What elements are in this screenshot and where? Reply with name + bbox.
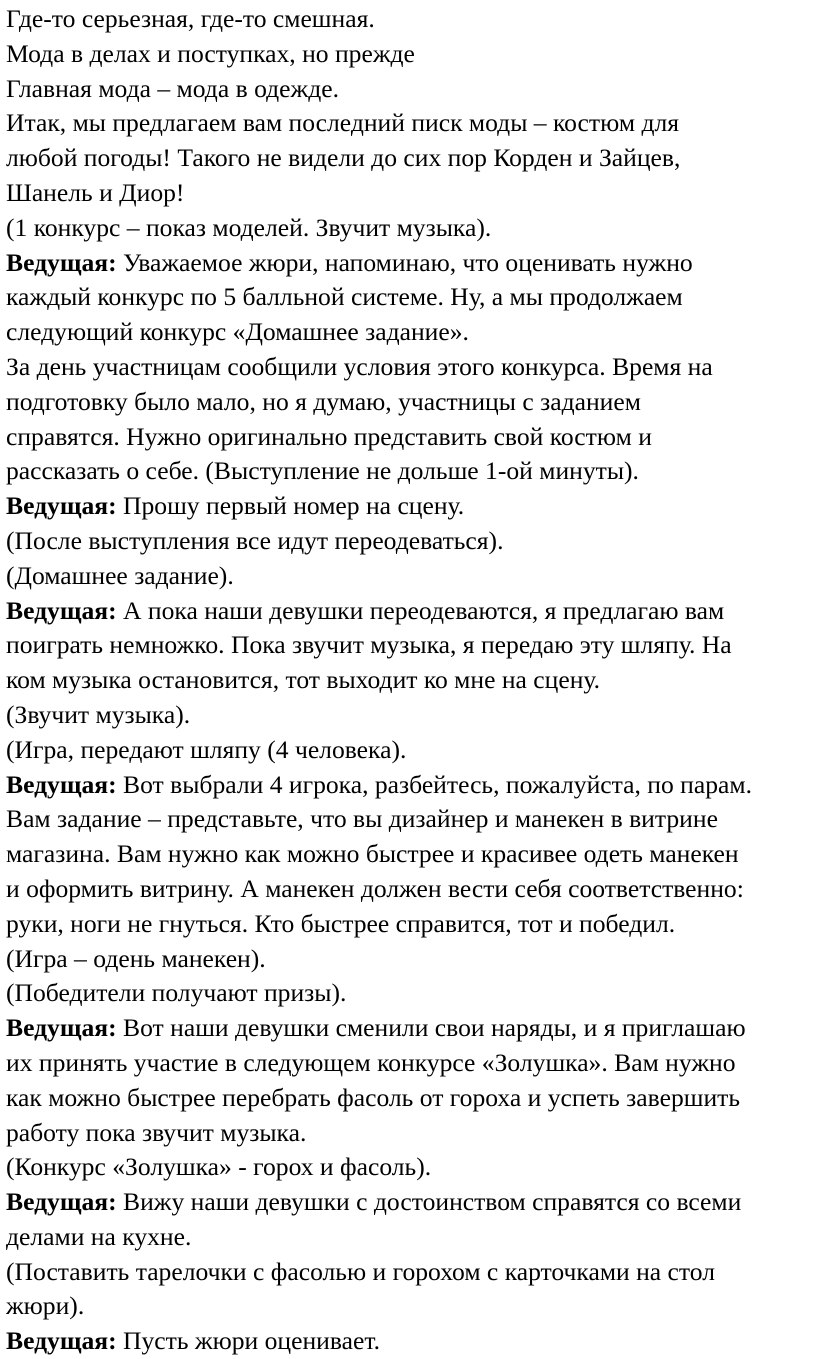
line-text: каждый конкурс по 5 балльной системе. Ну, а мы продолжаем: [6, 282, 683, 312]
line-text: Мода в делах и поступках, но прежде: [6, 38, 415, 68]
text-line: [6, 628, 814, 663]
text-line: [6, 837, 814, 872]
speaker-line: [6, 1011, 814, 1046]
speaker-label: Ведущая:: [6, 1187, 117, 1217]
line-text: ком музыка остановится, тот выходит ко мне на сцену.: [6, 665, 601, 695]
speaker-label: Ведущая:: [6, 491, 117, 521]
text-line: [6, 37, 814, 72]
text-line: [6, 106, 814, 141]
line-text: следующий конкурс «Домашнее задание».: [6, 317, 469, 347]
line-text: и оформить витрину. А манекен должен вести себя соответственно:: [6, 873, 744, 903]
text-line: [6, 1116, 814, 1151]
speaker-label: Ведущая:: [6, 1013, 117, 1043]
line-text: поиграть немножко. Пока звучит музыка, я передаю эту шляпу. На: [6, 630, 732, 660]
text-line: [6, 280, 814, 315]
line-text: Вам задание – представьте, что вы дизайнер и манекен в витрине: [6, 804, 718, 834]
text-line: [6, 1220, 814, 1255]
line-text: справятся. Нужно оригинально представить свой костюм и: [6, 421, 652, 451]
speaker-label: Ведущая:: [6, 1326, 117, 1356]
line-text: (Домашнее задание).: [6, 560, 234, 590]
line-text: магазина. Вам нужно как можно быстрее и красивее одеть манекен: [6, 839, 739, 869]
text-line: [6, 733, 814, 768]
text-line: [6, 350, 814, 385]
line-text: Вот выбрали 4 игрока, разбейтесь, пожалуйста, по парам.: [116, 769, 752, 799]
text-line: [6, 524, 814, 559]
text-line: [6, 976, 814, 1011]
text-line: [6, 385, 814, 420]
line-text: рассказать о себе. (Выступление не дольше 1-ой минуты).: [6, 456, 639, 486]
text-line: [6, 211, 814, 246]
line-text: (Звучит музыка).: [6, 699, 191, 729]
text-line: [6, 663, 814, 698]
text-line: [6, 1255, 814, 1290]
line-text: как можно быстрее перебрать фасоль от гороха и успеть завершить: [6, 1082, 741, 1112]
speaker-label: Ведущая:: [6, 247, 117, 277]
line-text: работу пока звучит музыка.: [6, 1117, 307, 1147]
speaker-line: [6, 489, 814, 524]
text-line: [6, 942, 814, 977]
line-text: Где-то серьезная, где-то смешная.: [6, 4, 375, 33]
line-text: Прошу первый номер на сцену.: [116, 491, 465, 521]
line-text: (Игра – одень манекен).: [6, 943, 266, 973]
text-line: [6, 698, 814, 733]
line-text: делами на кухне.: [6, 1221, 192, 1251]
text-line: [6, 802, 814, 837]
text-line: [6, 1046, 814, 1081]
line-text: (Поставить тарелочки с фасолью и горохом с карточками на стол: [6, 1256, 716, 1286]
text-line: [6, 559, 814, 594]
line-text: любой погоды! Такого не видели до сих пор Корден и Зайцев,: [6, 143, 681, 173]
line-text: (После выступления все идут переодеваться).: [6, 525, 504, 555]
text-line: [6, 1150, 814, 1185]
line-text: Пусть жюри оценивает.: [116, 1326, 380, 1356]
line-text: А пока наши девушки переодеваются, я предлагаю вам: [116, 595, 725, 625]
text-line: [6, 872, 814, 907]
line-text: Шанель и Диор!: [6, 177, 185, 207]
speaker-line: [6, 1185, 814, 1220]
line-text: Главная мода – мода в одежде.: [6, 73, 339, 103]
text-line: [6, 420, 814, 455]
line-text: Вот наши девушки сменили свои наряды, и я приглашаю: [116, 1013, 746, 1043]
text-line: [6, 141, 814, 176]
line-text: Вижу наши девушки с достоинством справятся со всеми: [116, 1187, 742, 1217]
text-line: [6, 907, 814, 942]
line-text: (Победители получают призы).: [6, 978, 347, 1008]
line-text: Итак, мы предлагаем вам последний писк моды – костюм для: [6, 108, 680, 138]
document-page: [6, 2, 814, 1359]
text-line: [6, 1289, 814, 1324]
text-line: [6, 1081, 814, 1116]
line-text: (Игра, передают шляпу (4 человека).: [6, 734, 407, 764]
line-text: Уважаемое жюри, напоминаю, что оценивать нужно: [116, 247, 693, 277]
text-line: [6, 454, 814, 489]
line-text: руки, ноги не гнуться. Кто быстрее справится, тот и победил.: [6, 908, 676, 938]
speaker-label: Ведущая:: [6, 595, 117, 625]
text-line: [6, 315, 814, 350]
speaker-line: [6, 246, 814, 281]
line-text: (Конкурс «Золушка» - горох и фасоль).: [6, 1152, 432, 1182]
line-text: жюри).: [6, 1291, 85, 1321]
text-line: [6, 72, 814, 107]
line-text: подготовку было мало, но я думаю, участницы с заданием: [6, 386, 641, 416]
speaker-label: Ведущая:: [6, 769, 117, 799]
line-text: их принять участие в следующем конкурсе «Золушка». Вам нужно: [6, 1047, 736, 1077]
speaker-line: [6, 594, 814, 629]
text-line: [6, 2, 814, 37]
line-text: (1 конкурс – показ моделей. Звучит музыка).: [6, 212, 492, 242]
text-line: [6, 176, 814, 211]
speaker-line: [6, 768, 814, 803]
line-text: За день участницам сообщили условия этого конкурса. Время на: [6, 351, 713, 381]
speaker-line: [6, 1324, 814, 1359]
